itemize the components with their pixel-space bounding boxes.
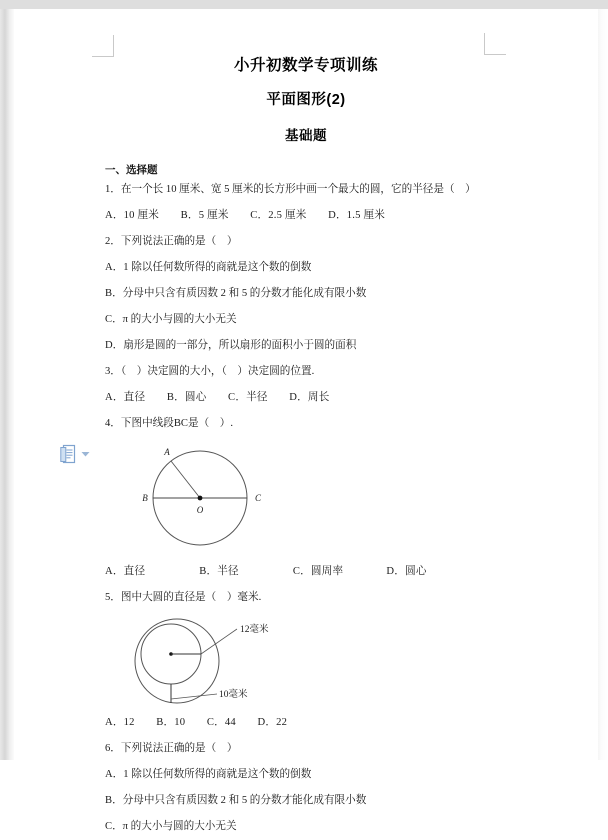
question-4-stem: 4．下图中线段BC是（ ）. — [105, 418, 234, 429]
outer-dimension-leader — [171, 694, 217, 699]
page-subtitle: 平面图形(2) — [266, 92, 346, 108]
page-section-title: 基础题 — [285, 128, 327, 143]
concentric-circles-svg — [105, 613, 335, 708]
question-3-options: A．直径 B．圆心 C．半径 D．周长 — [105, 392, 330, 403]
viewer-left-gutter — [0, 9, 14, 760]
radius-segment-oa — [171, 461, 200, 498]
point-label-o: O — [196, 505, 204, 515]
figure-concentric-circles — [14, 613, 598, 708]
question-6-option-c: C．π 的大小与圆的大小无关 — [105, 821, 237, 832]
point-label-b: B — [142, 493, 148, 503]
question-2-stem: 2．下列说法正确的是（ ） — [105, 236, 238, 247]
chevron-down-icon-svg — [80, 448, 91, 459]
question-5-options: A．12 B．10 C．44 D．22 — [105, 717, 288, 728]
circle-with-diameter-bc-svg — [105, 439, 305, 557]
question-2-option-a: A．1 除以任何数所得的商就是这个数的倒数 — [105, 262, 312, 273]
clipboard-icon-svg — [60, 444, 77, 465]
point-label-c: C — [254, 493, 262, 503]
document-body — [14, 9, 598, 840]
viewer-right-gutter — [598, 9, 608, 760]
figure-circle-bc — [14, 439, 598, 557]
center-point-o — [198, 496, 203, 501]
question-3-stem: 3．（ ）决定圆的大小，（ ）决定圆的位置. — [105, 366, 315, 377]
inner-dimension-label: 12毫米 — [240, 625, 269, 635]
question-2-option-c: C．π 的大小与圆的大小无关 — [105, 314, 237, 325]
document-page — [14, 9, 598, 832]
question-6-option-a: A．1 除以任何数所得的商就是这个数的倒数 — [105, 769, 312, 780]
section-heading-multiple-choice: 一、选择题 — [105, 164, 158, 176]
question-5-stem: 5．图中大圆的直径是（ ）毫米. — [105, 592, 262, 603]
question-1-stem: 1．在一个长 10 厘米、宽 5 厘米的长方形中画一个最大的圆，它的半径是（ ） — [105, 184, 476, 195]
question-4-options: A．直径 B．半径 C．圆周率 D．圆心 — [105, 566, 427, 577]
question-6-option-b: B．分母中只含有质因数 2 和 5 的分数才能化成有限小数 — [105, 795, 367, 806]
viewer-top-bar — [0, 0, 608, 9]
chevron-down-icon[interactable] — [80, 446, 91, 464]
point-label-a: A — [164, 447, 170, 457]
paste-options-smart-tag[interactable] — [60, 444, 91, 465]
question-1-options: A．10 厘米 B．5 厘米 C．2.5 厘米 D．1.5 厘米 — [105, 210, 386, 221]
outer-dimension-label: 10毫米 — [219, 690, 248, 700]
outer-circle-outline — [135, 619, 219, 703]
inner-dimension-leader — [201, 629, 237, 654]
question-2-option-d: D．扇形是圆的一部分，所以扇形的面积小于圆的面积 — [105, 340, 357, 351]
page-title: 小升初数学专项训练 — [233, 57, 378, 74]
question-6-stem: 6．下列说法正确的是（ ） — [105, 743, 238, 754]
paste-options-clipboard-icon[interactable] — [60, 444, 77, 465]
question-2-option-b: B．分母中只含有质因数 2 和 5 的分数才能化成有限小数 — [105, 288, 367, 299]
